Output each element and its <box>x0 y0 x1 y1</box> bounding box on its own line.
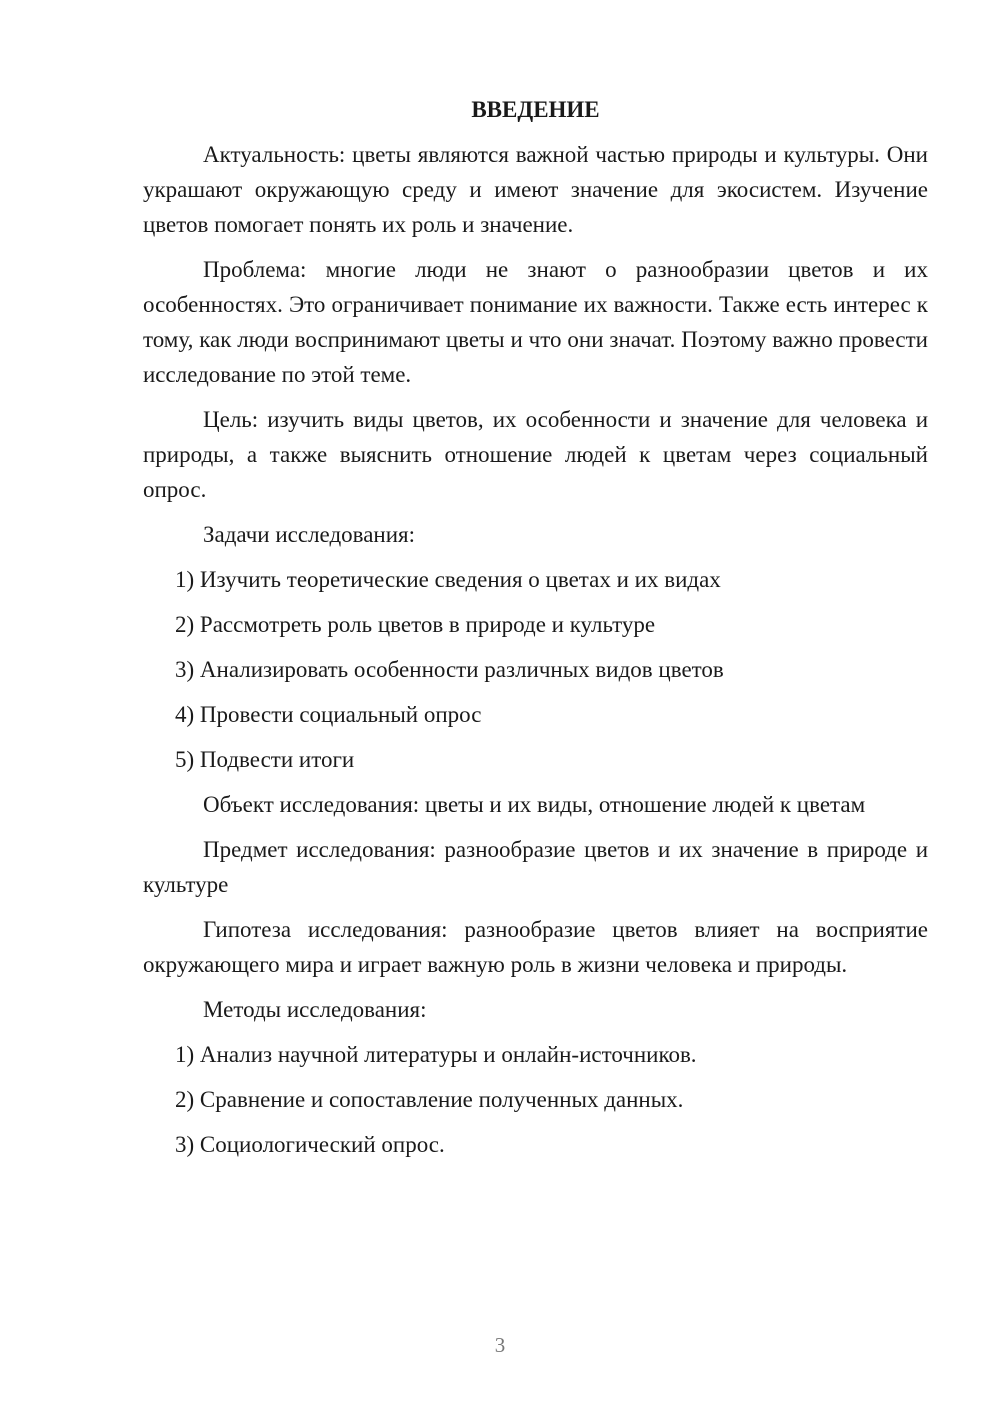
tasks-heading: Задачи исследования: <box>203 522 416 547</box>
task-item: 4) Провести социальный опрос <box>175 702 482 727</box>
task-item: 1) Изучить теоретические сведения о цветах и их видах <box>175 567 721 592</box>
task-item: 5) Подвести итоги <box>175 747 355 772</box>
subject-paragraph: Предмет исследования: разнообразие цветов и их значение в природе и культуре <box>143 837 928 897</box>
method-item: 1) Анализ научной литературы и онлайн-источников. <box>175 1042 697 1067</box>
object-paragraph: Объект исследования: цветы и их виды, отношение людей к цветам <box>203 792 866 817</box>
method-item: 3) Социологический опрос. <box>175 1132 445 1157</box>
task-item: 2) Рассмотреть роль цветов в природе и культуре <box>175 612 656 637</box>
goal-paragraph: Цель: изучить виды цветов, их особенности и значение для человека и природы, а также выяснить отношение людей к цветам через социальный опрос. <box>143 407 928 502</box>
method-item: 2) Сравнение и сопоставление полученных данных. <box>175 1087 684 1112</box>
page-content <box>143 92 928 1172</box>
hypothesis-paragraph: Гипотеза исследования: разнообразие цветов влияет на восприятие окружающего мира и играет важную роль в жизни человека и природы. <box>143 917 928 977</box>
page-title: ВВЕДЕНИЕ <box>471 97 600 122</box>
actuality-paragraph: Актуальность: цветы являются важной частью природы и культуры. Они украшают окружающую среду и имеют значение для экосистем. Изучение цветов помогает понять их роль и значение. <box>143 142 928 237</box>
methods-heading: Методы исследования: <box>203 997 427 1022</box>
page-number: 3 <box>494 1333 506 1357</box>
problem-paragraph: Проблема: многие люди не знают о разнообразии цветов и их особенностях. Это ограничивает понимание их важности. Также есть интерес к тому, как люди воспринимают цветы и что они значат. Поэтому важно провести исследование по этой теме. <box>143 257 928 387</box>
task-item: 3) Анализировать особенности различных видов цветов <box>175 657 724 682</box>
